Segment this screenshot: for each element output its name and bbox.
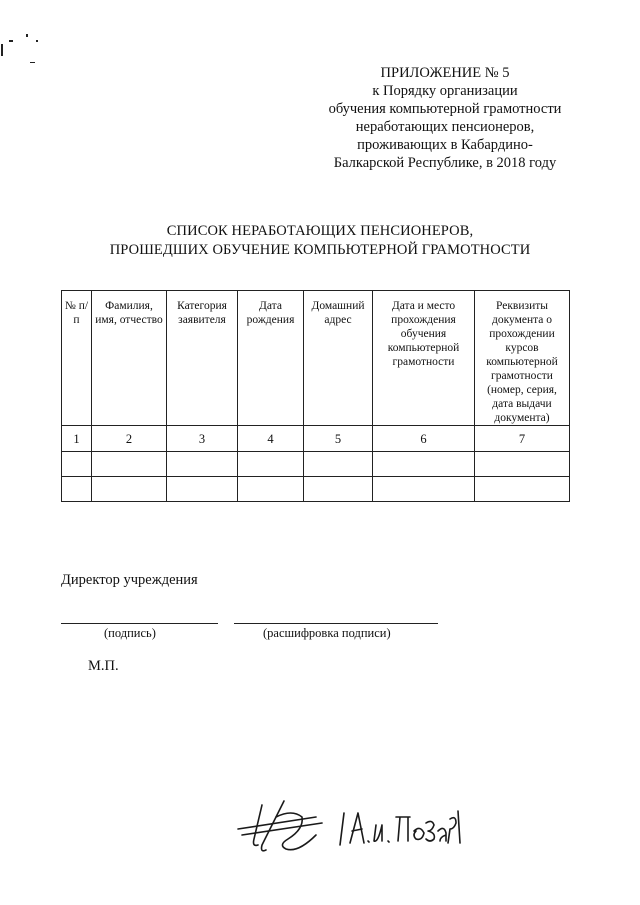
signature-line bbox=[61, 623, 218, 624]
table-cell bbox=[92, 452, 167, 477]
table-row bbox=[62, 452, 570, 477]
table-cell bbox=[475, 452, 570, 477]
director-label: Директор учреждения bbox=[61, 572, 198, 588]
header-cell-number: № п/п bbox=[62, 291, 92, 426]
signature-caption: (подпись) bbox=[104, 626, 156, 640]
appendix-line: Балкарской Республике, в 2018 году bbox=[333, 155, 557, 171]
column-number-cell: 5 bbox=[304, 426, 373, 452]
column-number-cell: 3 bbox=[167, 426, 238, 452]
table-cell bbox=[92, 477, 167, 502]
header-cell-document: Реквизиты документа о прохождении курсов компьютерной грамотности (номер, серия, дата выдачи документа) bbox=[475, 291, 570, 426]
column-number-cell: 2 bbox=[92, 426, 167, 452]
table-cell bbox=[373, 452, 475, 477]
table-cell bbox=[238, 477, 304, 502]
appendix-line: проживающих в Кабардино- bbox=[357, 137, 533, 153]
title-line-2: ПРОШЕДШИХ ОБУЧЕНИЕ КОМПЬЮТЕРНОЙ ГРАМОТНОСТИ bbox=[109, 242, 531, 258]
pensioners-table bbox=[61, 290, 570, 502]
decode-caption: (расшифровка подписи) bbox=[263, 626, 391, 640]
appendix-block bbox=[310, 64, 580, 172]
appendix-line: неработающих пенсионеров, bbox=[355, 119, 535, 135]
document-title bbox=[0, 222, 640, 260]
header-cell-full-name: Фамилия, имя, отчество bbox=[92, 291, 167, 426]
header-cell-training: Дата и место прохождения обучения компьютерной грамотности bbox=[373, 291, 475, 426]
column-number-cell: 4 bbox=[238, 426, 304, 452]
table-cell bbox=[373, 477, 475, 502]
decode-line bbox=[234, 623, 438, 624]
table-cell bbox=[238, 452, 304, 477]
table-cell bbox=[304, 477, 373, 502]
table-cell bbox=[167, 452, 238, 477]
table-cell bbox=[167, 477, 238, 502]
scan-speck bbox=[36, 40, 38, 42]
table-cell bbox=[304, 452, 373, 477]
header-cell-category: Категория заявителя bbox=[167, 291, 238, 426]
header-cell-address: Домашний адрес bbox=[304, 291, 373, 426]
appendix-line: к Порядку организации bbox=[372, 83, 518, 99]
table-row bbox=[62, 477, 570, 502]
column-number-cell: 6 bbox=[373, 426, 475, 452]
table-number-row bbox=[62, 426, 570, 452]
scan-speck bbox=[30, 62, 35, 63]
appendix-line: ПРИЛОЖЕНИЕ № 5 bbox=[380, 65, 510, 81]
column-number-cell: 7 bbox=[475, 426, 570, 452]
scan-speck bbox=[1, 44, 3, 56]
stamp-label: М.П. bbox=[88, 658, 119, 674]
header-cell-birth-date: Дата рождения bbox=[238, 291, 304, 426]
table-header-row bbox=[62, 291, 570, 426]
title-line-1: СПИСОК НЕРАБОТАЮЩИХ ПЕНСИОНЕРОВ, bbox=[166, 223, 474, 239]
handwritten-signature bbox=[232, 795, 462, 860]
scan-speck bbox=[9, 40, 13, 42]
table-cell bbox=[62, 452, 92, 477]
scan-speck bbox=[26, 34, 28, 37]
appendix-line: обучения компьютерной грамотности bbox=[328, 101, 562, 117]
table-cell bbox=[475, 477, 570, 502]
column-number-cell: 1 bbox=[62, 426, 92, 452]
table-cell bbox=[62, 477, 92, 502]
